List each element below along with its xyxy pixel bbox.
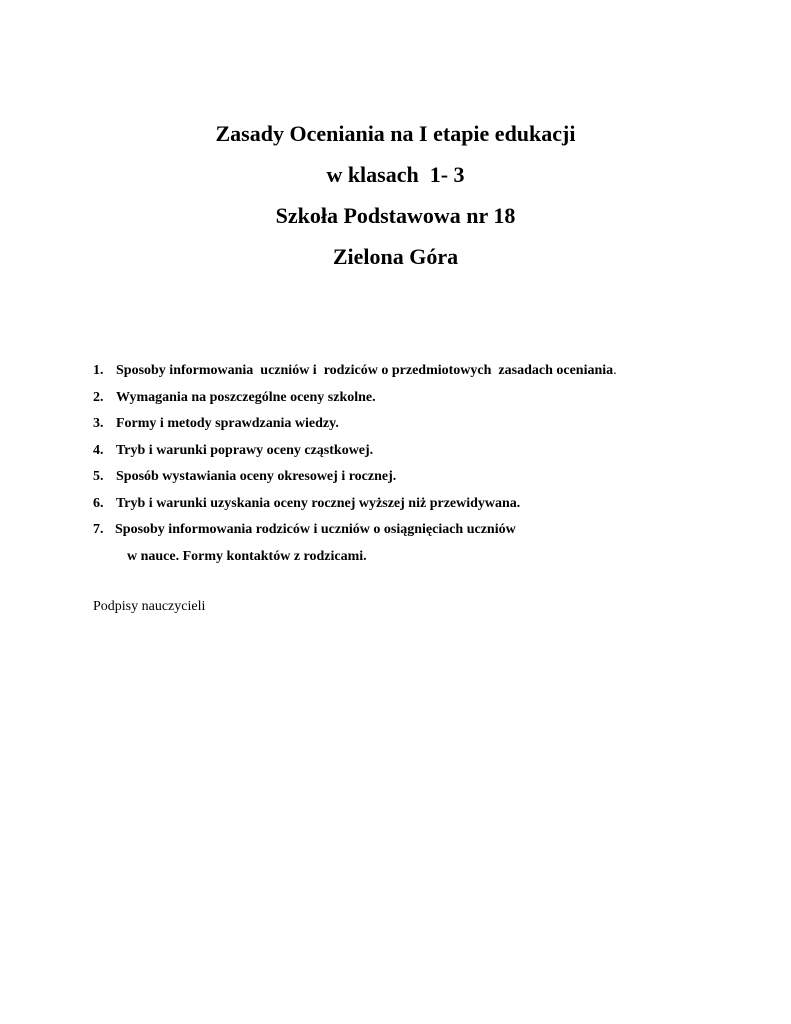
title-line-4: Zielona Góra [332, 244, 459, 269]
toc-number: 3. [93, 416, 104, 431]
title-line-2: w klasach 1- 3 [326, 162, 465, 187]
toc-text: Wymagania na poszczególne oceny szkolne. [116, 389, 376, 405]
toc-item-2 [93, 385, 743, 412]
toc-text: Sposoby informowania rodziców i uczniów o osiągnięciach uczniów [115, 522, 516, 537]
toc-number: 4. [93, 442, 104, 458]
title-line-3: Szkoła Podstawowa nr 18 [275, 203, 516, 228]
toc-text: Formy i metody sprawdzania wiedzy. [116, 416, 339, 431]
toc-item-6 [93, 491, 743, 518]
toc-item-1 [93, 358, 743, 385]
title-line-1: Zasady Oceniania na I etapie edukacji [215, 121, 576, 146]
toc-number: 5. [93, 469, 104, 484]
toc-text: Tryb i warunki uzyskania oceny rocznej wyższej niż przewidywana. [116, 495, 521, 511]
toc-item-7-continuation: w nauce. Formy kontaktów z rodzicami. [127, 548, 367, 564]
toc-item-5 [93, 464, 743, 491]
toc-text: Sposób wystawiania oceny okresowej i rocznej. [116, 469, 397, 484]
toc-number: 1. [93, 363, 104, 378]
toc-tail: . [613, 363, 617, 378]
toc-number: 2. [93, 389, 104, 405]
toc-number: 7. [93, 522, 104, 537]
toc-item-7 [93, 517, 743, 544]
table-of-contents [93, 358, 743, 570]
document-title [0, 113, 791, 277]
toc-item-3 [93, 411, 743, 438]
toc-number: 6. [93, 495, 104, 511]
toc-item-4 [93, 438, 743, 465]
toc-text: Sposoby informowania uczniów i rodziców o przedmiotowych zasadach oceniania [116, 363, 614, 378]
toc-text: Tryb i warunki poprawy oceny cząstkowej. [116, 442, 374, 458]
signatures-label: Podpisy nauczycieli [93, 599, 206, 614]
